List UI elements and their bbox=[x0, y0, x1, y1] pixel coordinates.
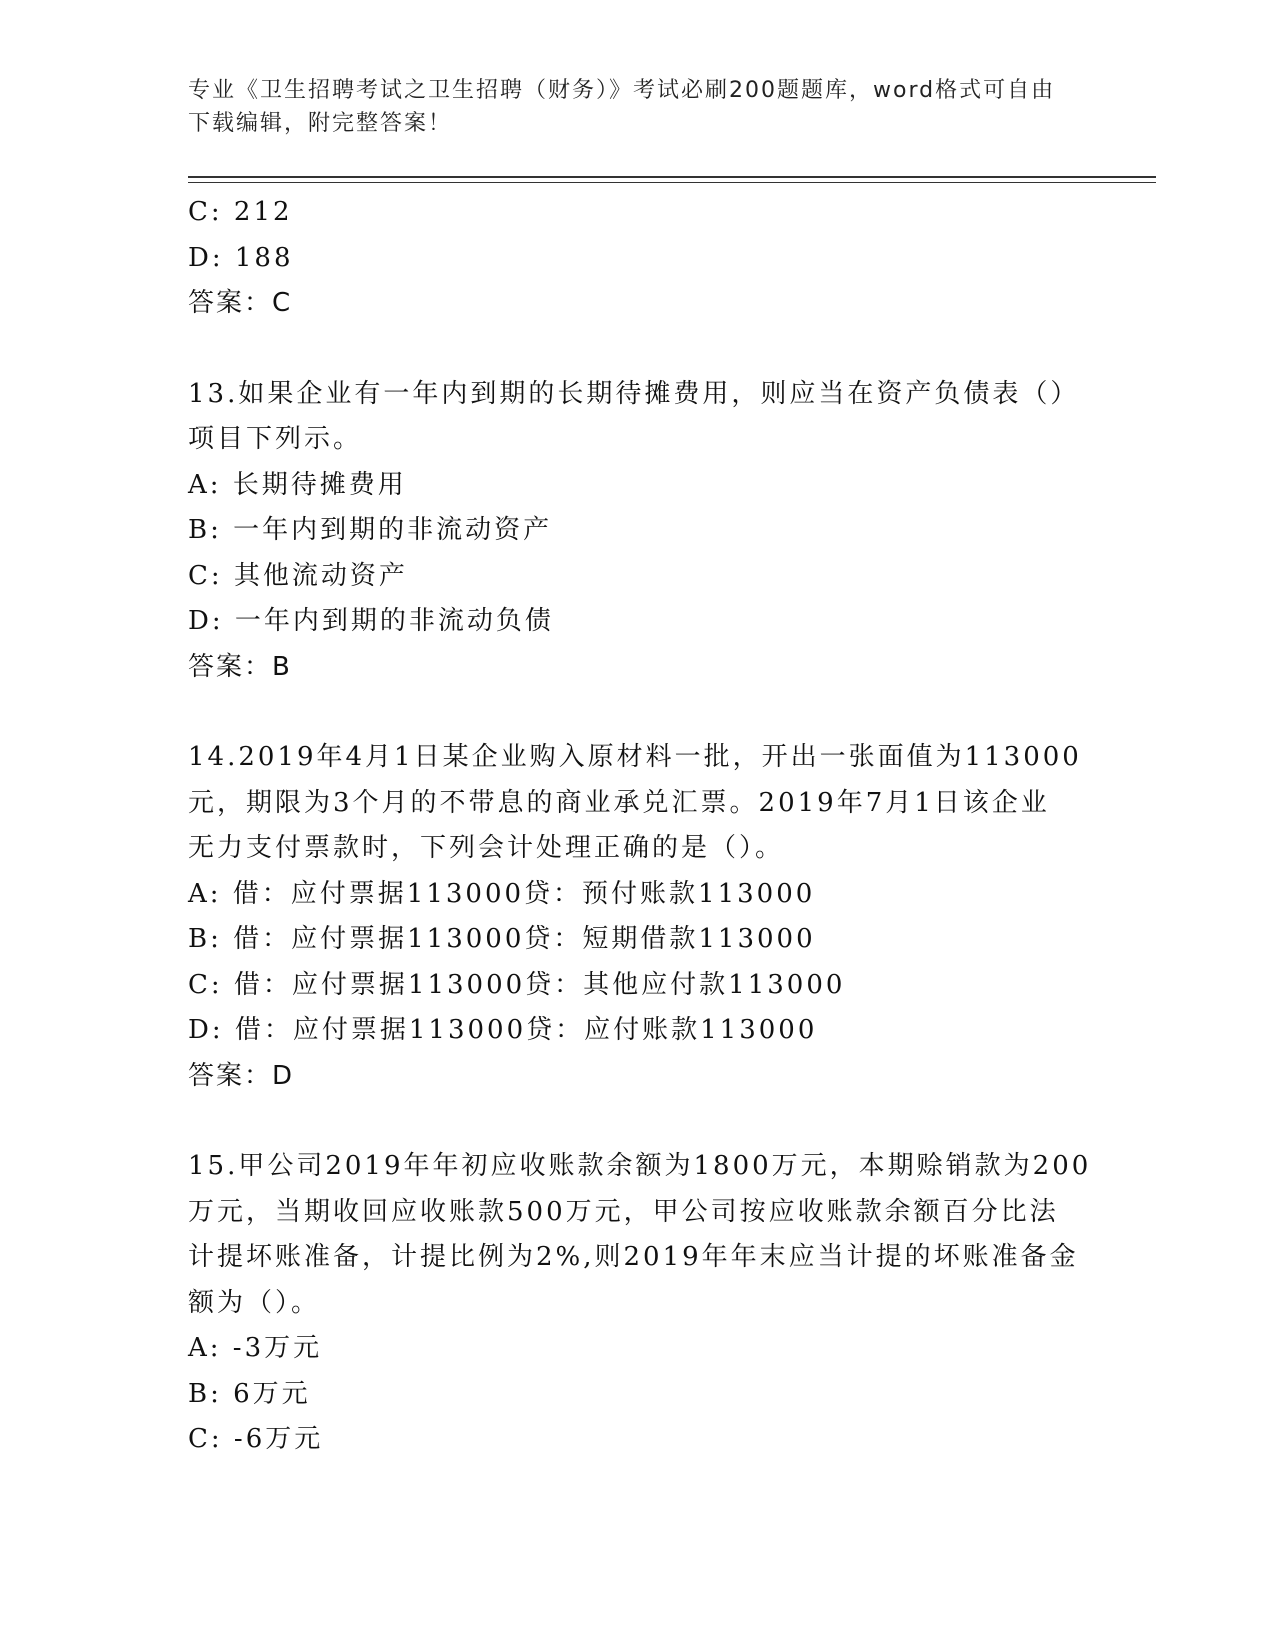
option-a: A: 借：应付票据113000贷：预付账款113000 bbox=[188, 878, 816, 909]
question-15 bbox=[188, 1144, 1092, 1463]
question-stem-line: 万元，当期收回应收账款500万元，甲公司按应收账款余额百分比法 bbox=[188, 1196, 1059, 1227]
option-c: C: 其他流动资产 bbox=[188, 560, 408, 591]
question-13 bbox=[188, 372, 1080, 691]
answer: 答案：B bbox=[188, 651, 292, 682]
question-stem-line: 13.如果企业有一年内到期的长期待摊费用，则应当在资产负债表（） bbox=[188, 378, 1080, 409]
question-stem-line: 额为（）。 bbox=[188, 1287, 321, 1318]
option-d: D: 一年内到期的非流动负债 bbox=[188, 606, 554, 636]
question-stem-line: 计提坏账准备，计提比例为2%,则2019年年末应当计提的坏账准备金 bbox=[188, 1242, 1079, 1272]
option-b: B: 6万元 bbox=[188, 1378, 311, 1409]
spacer bbox=[188, 327, 1068, 372]
spacer bbox=[188, 1099, 1068, 1144]
option-a: A: 长期待摊费用 bbox=[188, 469, 407, 500]
answer: 答案：C bbox=[188, 288, 293, 318]
option-b: B: 借：应付票据113000贷：短期借款113000 bbox=[188, 924, 816, 954]
question-12-tail bbox=[188, 190, 1068, 327]
spacer bbox=[188, 690, 1068, 735]
option-c: C: 借：应付票据113000贷：其他应付款113000 bbox=[188, 969, 846, 1000]
option-b: B: 一年内到期的非流动资产 bbox=[188, 515, 553, 545]
question-stem-line: 元，期限为3个月的不带息的商业承兑汇票。2019年7月1日该企业 bbox=[188, 787, 1050, 818]
option-d: D: 188 bbox=[188, 242, 294, 273]
question-stem-line: 14.2019年4月1日某企业购入原材料一批，开出一张面值为113000 bbox=[188, 742, 1082, 772]
question-14 bbox=[188, 735, 1082, 1099]
header-rule-thin bbox=[188, 182, 1156, 183]
question-stem-line: 无力支付票款时，下列会计处理正确的是（）。 bbox=[188, 833, 785, 863]
question-stem-line: 15.甲公司2019年年初应收账款余额为1800万元，本期赊销款为200 bbox=[188, 1151, 1092, 1181]
option-c: C: -6万元 bbox=[188, 1424, 324, 1454]
document-content bbox=[188, 190, 1092, 1463]
header-rule-thick bbox=[188, 176, 1156, 178]
question-stem-line: 项目下列示。 bbox=[188, 424, 363, 454]
option-a: A: -3万元 bbox=[188, 1333, 323, 1363]
option-d: D: 借：应付票据113000贷：应付账款113000 bbox=[188, 1015, 818, 1045]
option-c: C: 212 bbox=[188, 197, 293, 227]
document-header: 专业《卫生招聘考试之卫生招聘（财务）》考试必刷200题题库，word格式可自由下载编辑，附完整答案！ bbox=[188, 78, 1056, 136]
answer: 答案：D bbox=[188, 1060, 295, 1091]
